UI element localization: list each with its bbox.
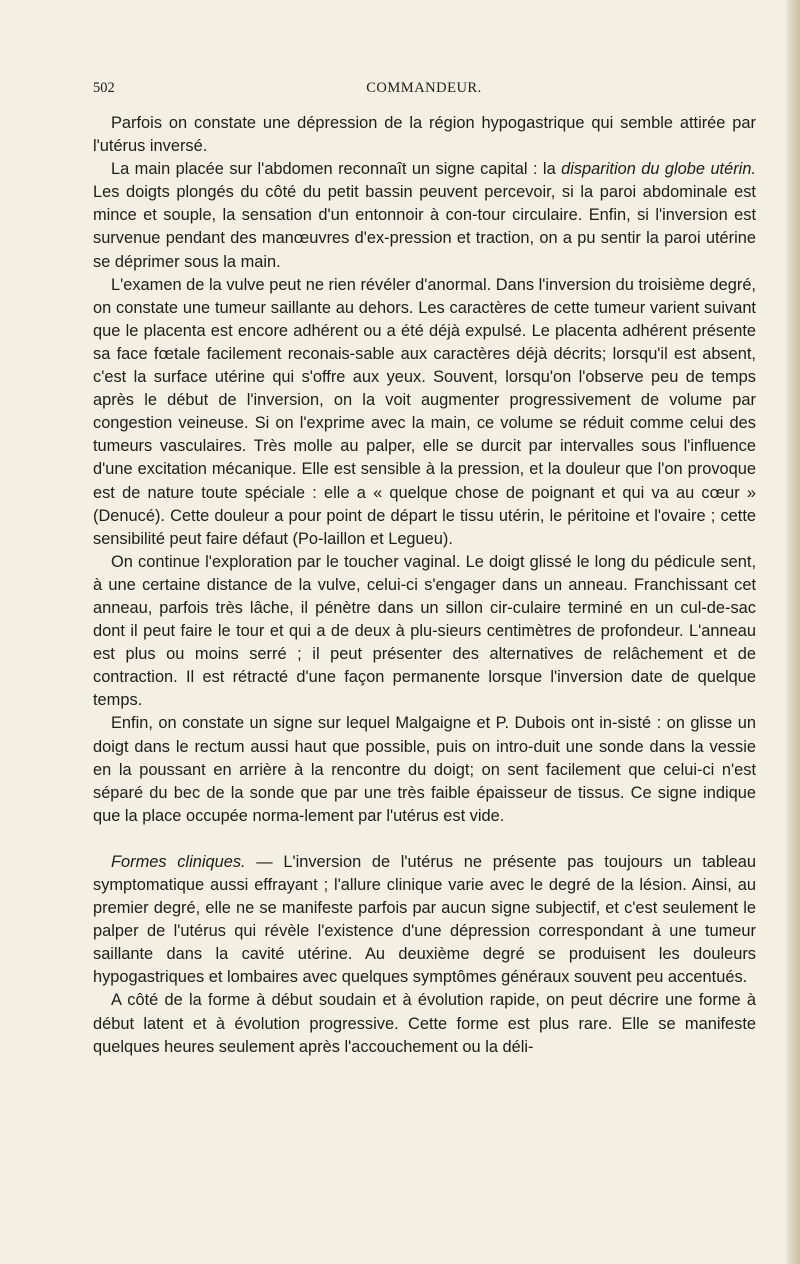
paragraph-2-rest: Les doigts plongés du côté du petit bassin peuvent percevoir, si la paroi abdominale est mince et souple, la sensation d'un entonnoir à con-tour circulaire. Enfin, si l'inversion est survenue pendant des manœuvres d'ex-pression et traction, on a pu sentir la paroi utérine se déprimer sous la main.: [93, 183, 756, 271]
paragraph-6-rest: — L'inversion de l'utérus ne présente pas toujours un tableau symptomatique aussi effrayant ; l'allure clinique varie avec le degré de la lésion. Ainsi, au premier degré, elle ne se manifeste parfois par aucun signe subjectif, et c'est seulement le palper de l'utérus qui révèle l'existence d'une dépression correspondant à une tumeur saillante dans la cavité utérine. Au deuxième degré se produisent les douleurs hypogastriques et lombaires avec quelques symptômes généraux souvent peu accentués.: [93, 852, 756, 987]
paragraph-6: [93, 851, 756, 990]
paragraph-7: A côté de la forme à début soudain et à évolution rapide, on peut décrire une forme à début latent et à évolution progressive. Cette forme est plus rare. Elle se manifeste quelques heures seulement après l'accouchement ou la déli-: [93, 991, 756, 1056]
section-heading: Formes cliniques.: [111, 852, 246, 871]
paragraph-1: Parfois on constate une dépression de la région hypogastrique qui semble attirée par l'utérus inversé.: [93, 114, 756, 156]
running-head: COMMANDEUR.: [366, 80, 482, 96]
paragraph-4: On continue l'exploration par le toucher vaginal. Le doigt glissé le long du pédicule sent, à une certaine distance de la vulve, celui-ci s'engager dans un anneau. Franchissant cet anneau, parfois très lâche, il pénètre dans un sillon cir-culaire terminé en un cul-de-sac dont il peut faire le tour et qui a de deux à plu-sieurs centimètres de profondeur. L'anneau est plus ou moins serré ; il peut présenter des alternatives de relâchement et de contraction. Il est rétracté d'une façon permanente lorsque l'inversion date de quelque temps.: [93, 552, 756, 710]
paragraph-2-emphasis: disparition du globe utérin.: [561, 160, 756, 179]
page-header: [93, 80, 755, 100]
page-number: 502: [93, 80, 115, 96]
page-edge: [786, 0, 800, 1264]
paragraph-5: Enfin, on constate un signe sur lequel Malgaigne et P. Dubois ont in-sisté : on glisse un doigt dans le rectum aussi haut que possible, puis on intro-duit une sonde dans la vessie en la poussant en arrière à la rencontre du doigt; on sent facilement que celui-ci n'est séparé du bec de la sonde que par une très faible épaisseur de tissus. Ce signe indique que la place occupée norma-lement par l'utérus est vide.: [93, 714, 756, 825]
paragraph-2-start: La main placée sur l'abdomen reconnaît un signe capital : la: [111, 160, 562, 179]
paragraph-2: [93, 158, 756, 273]
paragraph-3: L'examen de la vulve peut ne rien révéler d'anormal. Dans l'inversion du troisième degré, on constate une tumeur saillante au dehors. Les caractères de cette tumeur varient suivant que le placenta est encore adhérent ou a été déjà expulsé. Le placenta adhérent présente sa face fœtale facilement reconais-sable aux caractères déjà décrits; lorsqu'il est absent, c'est la surface utérine qui s'offre aux yeux. Souvent, lorsqu'on l'observe peu de temps après le début de l'inversion, on la voit augmenter progressivement de volume par congestion veineuse. Si on l'exprime avec la main, ce volume se réduit comme celui des tumeurs vasculaires. Très molle au palper, elle se durcit par intervalles sous l'influence d'une excitation mécanique. Elle est sensible à la pression, et la douleur que l'on provoque est de nature toute spéciale : elle a « quelque chose de poignant et qui va au cœur » (Denucé). Cette douleur a pour point de départ le tissu utérin, le péritoine et l'ovaire ; cette sensibilité peut faire défaut (Po-laillon et Legueu).: [93, 275, 756, 548]
body-text: [93, 112, 756, 1059]
